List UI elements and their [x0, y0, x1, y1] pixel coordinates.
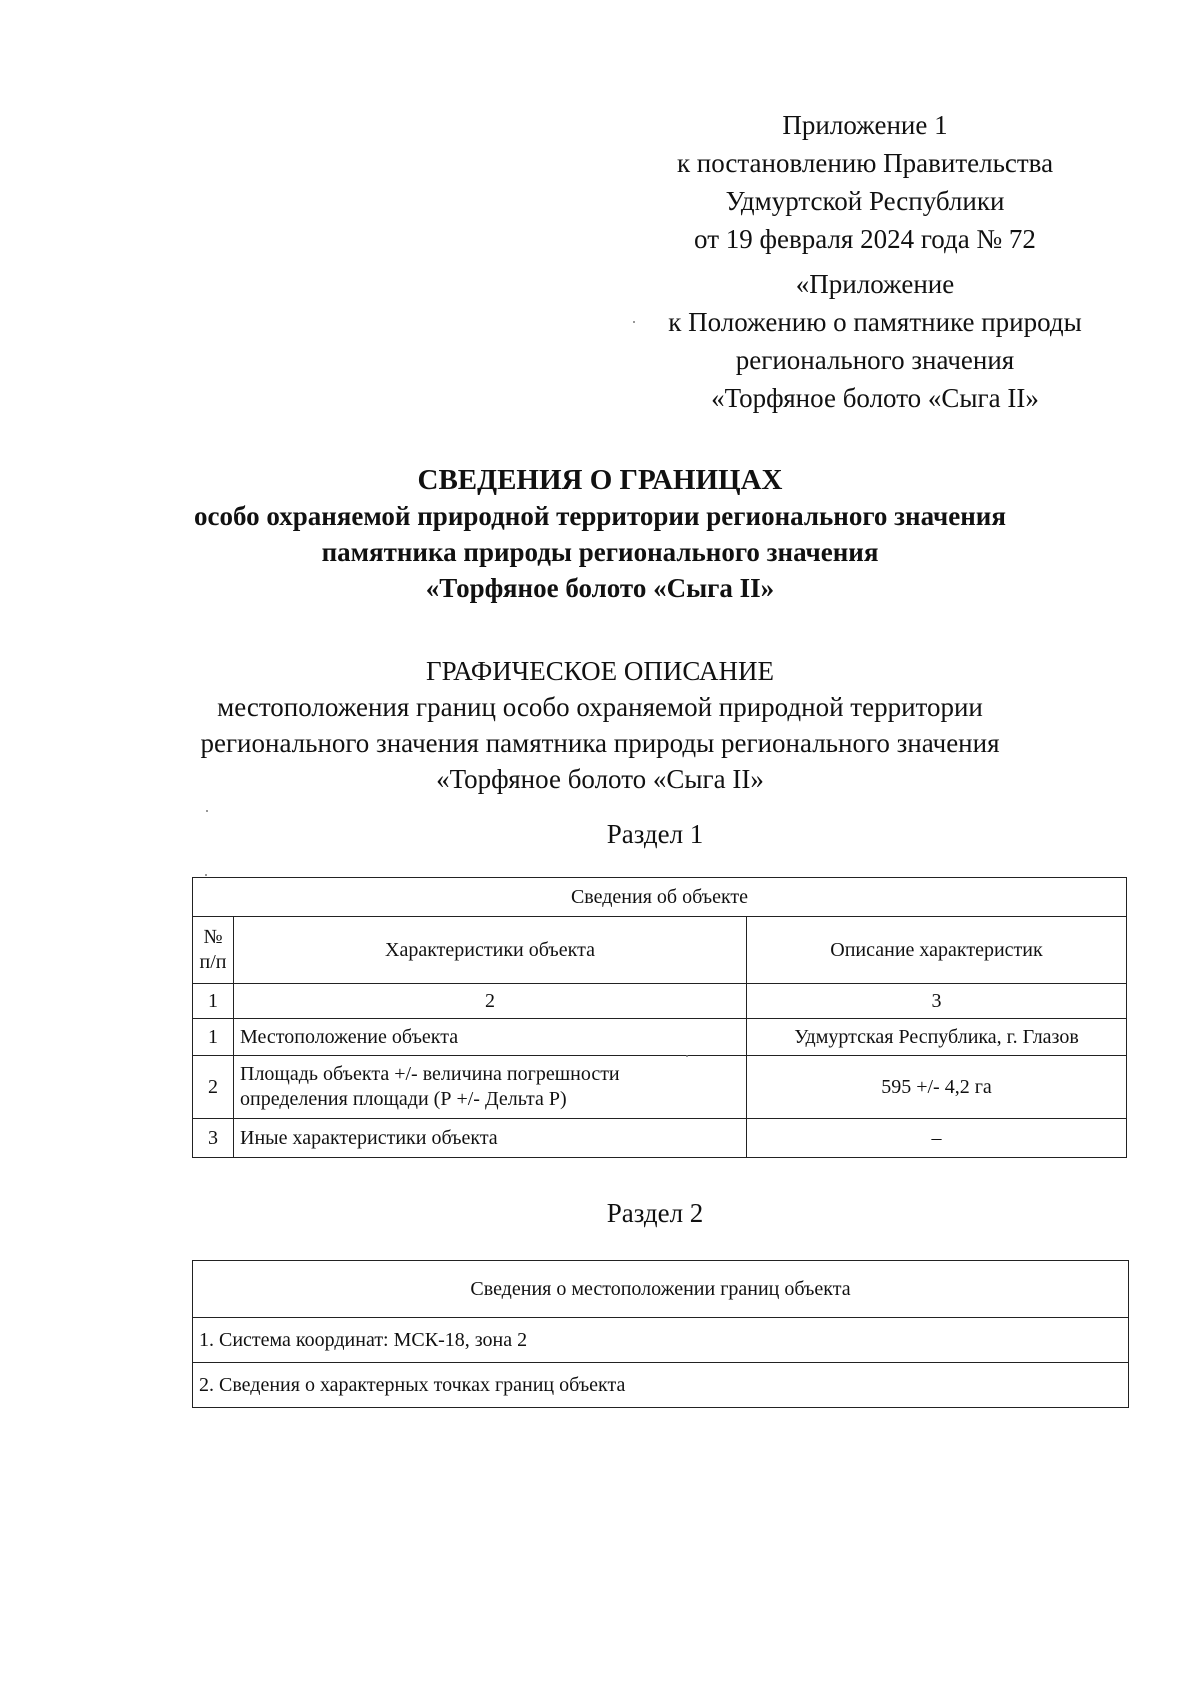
subtitle-line: регионального значения памятника природы регионального значения: [200, 728, 1000, 758]
appendix-2-line: «Торфяное болото «Сыга II»: [711, 383, 1039, 413]
row-characteristic-cell: Местоположение объекта: [234, 1019, 747, 1056]
table-row: [193, 1318, 1129, 1363]
column-number-cell: 3: [747, 984, 1127, 1019]
appendix-2-line: регионального значения: [735, 345, 1015, 375]
table-row: [193, 1019, 1127, 1056]
scan-speck: [205, 874, 207, 876]
title-line: памятника природы регионального значения: [321, 537, 879, 567]
table-row: [193, 1056, 1127, 1119]
column-number-cell: 2: [234, 984, 747, 1019]
subtitle-line: «Торфяное болото «Сыга II»: [436, 764, 764, 794]
header-num-abbrev: п/п: [199, 951, 227, 973]
row-characteristic-cell: Иные характеристики объекта: [234, 1119, 747, 1158]
header-num-cell: [193, 917, 234, 984]
title-line: «Торфяное болото «Сыга II»: [425, 573, 775, 603]
section-1-heading: Раздел 1: [606, 819, 704, 849]
row-characteristic-line: определения площади (Р +/- Дельта Р): [240, 1088, 567, 1110]
graphic-description-title: [100, 653, 1100, 797]
boundary-info-table: [192, 1260, 1129, 1408]
table-header-row: [193, 917, 1127, 984]
subtitle-line: местоположения границ особо охраняемой природной территории: [217, 692, 983, 722]
appendix-2-line: «Приложение: [795, 269, 955, 299]
table-title-cell: Сведения о местоположении границ объекта: [193, 1261, 1129, 1318]
table-title-cell: Сведения об объекте: [193, 878, 1127, 917]
row-description-cell: –: [747, 1119, 1127, 1158]
row-characteristic-line: Площадь объекта +/- величина погрешности: [240, 1063, 620, 1085]
scan-speck: [633, 321, 635, 323]
appendix-1-line: к постановлению Правительства: [676, 148, 1054, 178]
row-num-cell: 1: [193, 1019, 234, 1056]
document-title: [100, 462, 1100, 606]
column-number-cell: 1: [193, 984, 234, 1019]
appendix-1-line: от 19 февраля 2024 года № 72: [694, 224, 1036, 254]
row-text-cell: 2. Сведения о характерных точках границ объекта: [193, 1363, 1129, 1408]
scan-speck: [686, 1055, 688, 1057]
table-title-row: [193, 1261, 1129, 1318]
object-info-table: [192, 877, 1127, 1158]
header-description-cell: Описание характеристик: [747, 917, 1127, 984]
appendix-1-line: Приложение 1: [782, 110, 948, 140]
appendix-2-line: к Положению о памятнике природы: [668, 307, 1082, 337]
header-characteristics-cell: Характеристики объекта: [234, 917, 747, 984]
appendix-1-header: [650, 106, 1080, 258]
scan-speck: [206, 810, 208, 812]
header-num-symbol: №: [203, 926, 223, 948]
row-num-cell: 2: [193, 1056, 234, 1119]
table-row: [193, 1119, 1127, 1158]
appendix-2-header: [640, 265, 1110, 417]
row-num-cell: 3: [193, 1119, 234, 1158]
column-numbers-row: [193, 984, 1127, 1019]
row-description-cell: 595 +/- 4,2 га: [747, 1056, 1127, 1119]
section-2-heading: Раздел 2: [606, 1198, 704, 1228]
table-row: [193, 1363, 1129, 1408]
row-text-cell: 1. Система координат: МСК-18, зона 2: [193, 1318, 1129, 1363]
title-line: особо охраняемой природной территории регионального значения: [194, 501, 1006, 531]
row-characteristic-cell: [234, 1056, 747, 1119]
row-description-cell: Удмуртская Республика, г. Глазов: [747, 1019, 1127, 1056]
title-line: СВЕДЕНИЯ О ГРАНИЦАХ: [417, 464, 783, 496]
appendix-1-line: Удмуртской Республики: [725, 186, 1005, 216]
table-title-row: [193, 878, 1127, 917]
subtitle-line: ГРАФИЧЕСКОЕ ОПИСАНИЕ: [425, 656, 775, 686]
